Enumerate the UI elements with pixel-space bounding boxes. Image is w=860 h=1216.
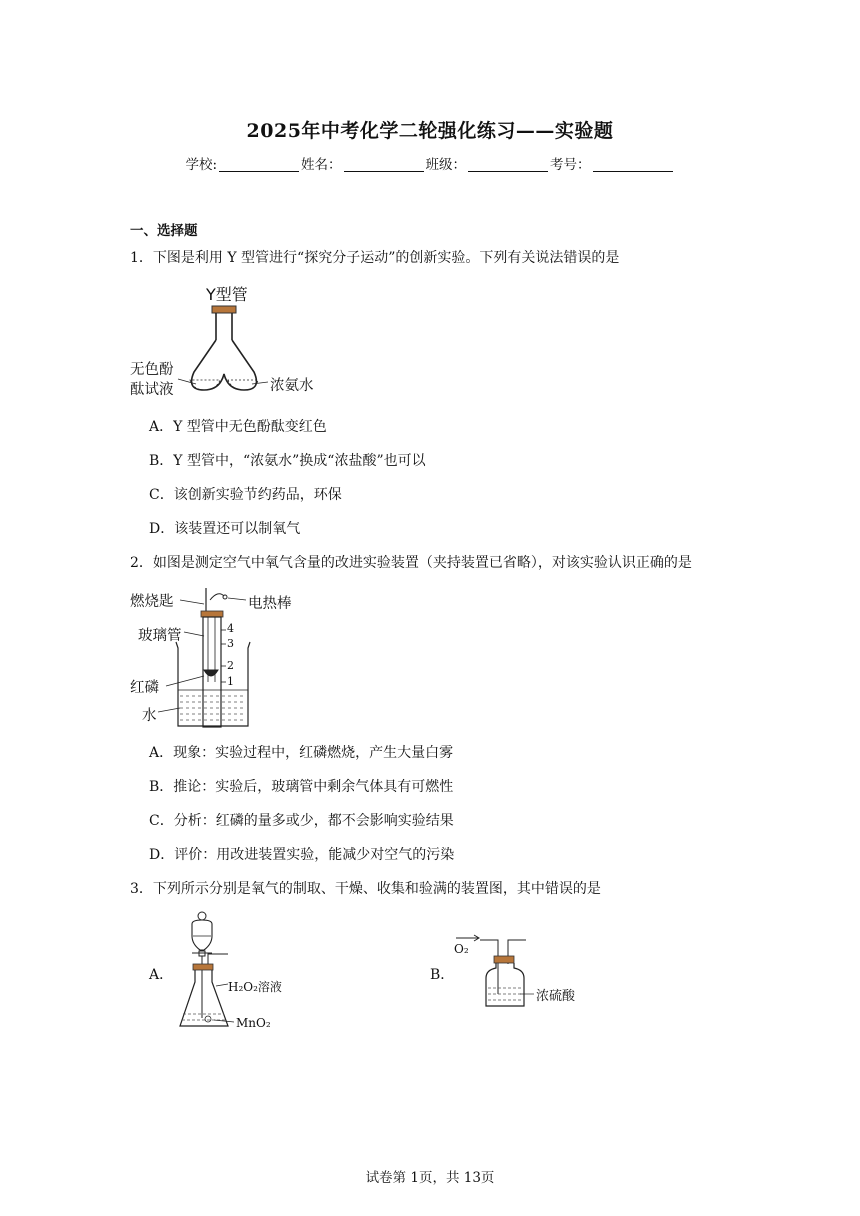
tick-label-1: 1 <box>227 675 234 688</box>
exam-no-blank <box>593 157 673 172</box>
name-blank <box>344 157 424 172</box>
q1-option-c: C．该创新实验节约药品，环保 <box>149 487 342 503</box>
mno2-label: MnO₂ <box>236 1016 271 1030</box>
flask-with-funnel-diagram <box>168 906 298 1036</box>
school-blank <box>219 157 299 172</box>
tick-label-3: 3 <box>227 637 234 650</box>
q3-a-figure <box>168 906 298 1036</box>
h2o2-label: H₂O₂溶液 <box>228 980 282 994</box>
tick-label-2: 2 <box>227 659 234 672</box>
question-2-stem: 2．如图是测定空气中氧气含量的改进实验装置（夹持装置已省略），对该实验认识正确的是 <box>130 555 692 571</box>
spoon-label: 燃烧匙 <box>130 594 174 610</box>
y-tube-figure <box>128 282 358 404</box>
q3-option-b-letter: B． <box>430 967 455 983</box>
water-label: 水 <box>142 708 157 724</box>
school-label: 学校: <box>185 157 218 173</box>
ammonia-label: 浓氨水 <box>270 378 314 394</box>
glass-tube-label: 玻璃管 <box>138 628 182 644</box>
page-title: 2025年中考化学二轮强化练习——实验题 <box>246 120 614 142</box>
oxygen-measurement-figure <box>128 582 308 732</box>
tick-label-4: 4 <box>227 622 234 635</box>
phosphorus-label: 红磷 <box>130 680 159 696</box>
class-label: 班级： <box>425 157 467 173</box>
q2-option-d: D．评价：用改进装置实验，能减少对空气的污染 <box>149 847 455 863</box>
o2-label: O₂ <box>454 942 469 956</box>
q3-option-a-letter: A． <box>149 967 174 983</box>
class-blank <box>468 157 548 172</box>
student-info-line <box>0 153 860 173</box>
q2-option-c: C．分析：红磷的量多或少，都不会影响实验结果 <box>149 813 454 829</box>
page-footer: 试卷第 1页，共 13页 <box>365 1170 495 1186</box>
electric-rod-label: 电热棒 <box>248 596 292 612</box>
q2-option-b: B．推论：实验后，玻璃管中剩余气体具有可燃性 <box>149 779 454 795</box>
q1-option-d: D．该装置还可以制氧气 <box>149 521 301 537</box>
phenolphthalein-label-2: 酞试液 <box>130 382 174 398</box>
sulfuric-acid-label: 浓硫酸 <box>536 989 576 1004</box>
name-label: 姓名： <box>301 157 342 173</box>
question-1-stem: 1．下图是利用 Y 型管进行“探究分子运动”的创新实验。下列有关说法错误的是 <box>130 250 620 266</box>
q1-option-b: B．Y 型管中，“浓氨水”换成“浓盐酸”也可以 <box>149 453 426 469</box>
q1-option-a: A．Y 型管中无色酚酞变红色 <box>149 419 327 435</box>
q2-option-a: A．现象：实验过程中，红磷燃烧，产生大量白雾 <box>149 745 454 761</box>
q3-b-figure <box>452 928 592 1012</box>
section-heading: 一、选择题 <box>130 223 198 239</box>
phenolphthalein-label-1: 无色酚 <box>130 362 174 378</box>
y-tube-label: Y型管 <box>206 285 248 304</box>
question-3-stem: 3．下列所示分别是氧气的制取、干燥、收集和验满的装置图，其中错误的是 <box>130 881 601 897</box>
exam-no-label: 考号： <box>550 157 591 173</box>
